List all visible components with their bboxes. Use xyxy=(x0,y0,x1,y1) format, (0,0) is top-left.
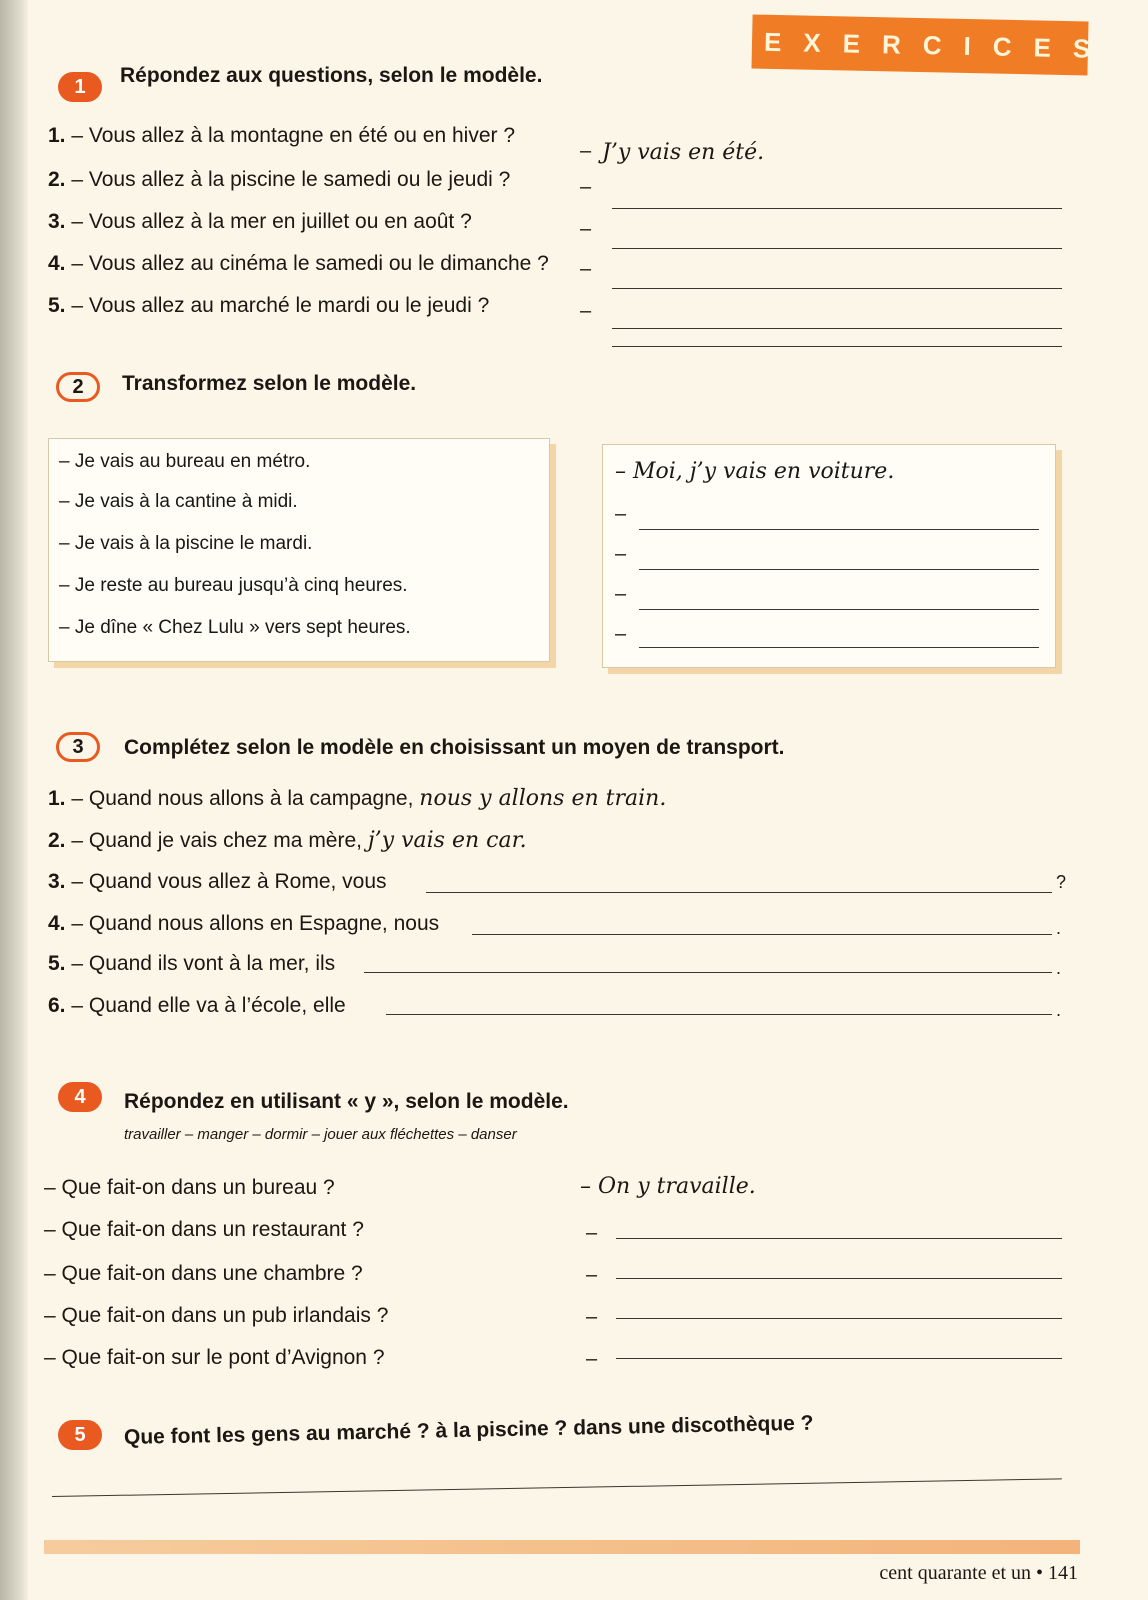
ex3-item-1 xyxy=(48,786,666,811)
ex4-dash-5: – xyxy=(586,1348,598,1370)
ex3-blank-4[interactable] xyxy=(472,934,1052,935)
ex3-number-badge: 3 xyxy=(56,732,100,762)
ex1-question-1 xyxy=(48,124,515,148)
ex1-num-2: 2. xyxy=(48,168,66,191)
ex1-blank-4[interactable] xyxy=(612,288,1062,289)
ex1-dash-2: – xyxy=(580,176,592,198)
ex3-end-4: . xyxy=(1056,918,1062,938)
ex3-item-5 xyxy=(48,952,335,976)
ex1-answer-1: J’y vais en été. xyxy=(602,140,765,165)
ex4-dash-3: – xyxy=(586,1264,598,1286)
ex2-sentence-4: – Je reste au bureau jusqu’à cinq heures. xyxy=(59,575,408,596)
ex3-blank-6[interactable] xyxy=(386,1014,1052,1015)
ex3-item-2 xyxy=(48,828,527,853)
ex4-hint-words: travailler – manger – dormir – jouer aux fléchettes – danser xyxy=(124,1126,517,1143)
ex3-end-5: . xyxy=(1056,958,1062,978)
ex2-blank-4[interactable] xyxy=(639,609,1039,610)
ex2-sentence-1: – Je vais au bureau en métro. xyxy=(59,451,311,472)
ex1-dash-1: – xyxy=(580,140,592,162)
ex3-q-4: – Quand nous allons en Espagne, nous xyxy=(71,912,440,935)
ex3-item-3 xyxy=(48,870,387,894)
ex3-q-3: – Quand vous allez à Rome, vous xyxy=(71,870,387,893)
ex3-num-1: 1. xyxy=(48,787,66,810)
ex2-model-answer: – Moi, j’y vais en voiture. xyxy=(615,459,895,484)
ex4-question-4: – Que fait-on dans un pub irlandais ? xyxy=(44,1304,389,1327)
ex2-dash-2: – xyxy=(615,503,627,525)
ex1-dash-5: – xyxy=(580,300,592,322)
ex1-blank-3[interactable] xyxy=(612,248,1062,249)
ex3-end-3: ? xyxy=(1056,872,1067,892)
ex1-q-1: – Vous allez à la montagne en été ou en hiver ? xyxy=(71,124,516,147)
ex1-blank-extra[interactable] xyxy=(612,346,1062,347)
ex1-title: Répondez aux questions, selon le modèle. xyxy=(120,64,543,87)
ex4-blank-4[interactable] xyxy=(616,1318,1062,1319)
ex4-question-3: – Que fait-on dans une chambre ? xyxy=(44,1262,363,1285)
ex3-title: Complétez selon le modèle en choisissant un moyen de transport. xyxy=(124,736,785,759)
ex3-q-1: – Quand nous allons à la campagne, xyxy=(71,787,414,810)
ex3-blank-5[interactable] xyxy=(364,972,1052,973)
ex3-item-4 xyxy=(48,912,439,936)
ex1-num-4: 4. xyxy=(48,252,66,275)
ex1-q-2: – Vous allez à la piscine le samedi ou le jeudi ? xyxy=(71,168,511,191)
ex2-right-box xyxy=(602,444,1056,668)
ex4-answer-1: – On y travaille. xyxy=(580,1174,756,1199)
ex3-end-6: . xyxy=(1056,1000,1062,1020)
ex1-blank-5[interactable] xyxy=(612,328,1062,329)
ex1-number-badge: 1 xyxy=(58,72,102,102)
ex3-q-2: – Quand je vais chez ma mère, xyxy=(71,829,362,852)
exercices-banner: EXERCICES xyxy=(751,14,1088,75)
ex4-question-1: – Que fait-on dans un bureau ? xyxy=(44,1176,335,1199)
ex5-number-badge: 5 xyxy=(58,1420,102,1450)
ex2-dash-5: – xyxy=(615,623,627,645)
ex4-question-2: – Que fait-on dans un restaurant ? xyxy=(44,1218,364,1241)
ex3-num-4: 4. xyxy=(48,912,66,935)
ex1-question-3 xyxy=(48,210,472,234)
ex3-a-1: nous y allons en train. xyxy=(419,786,667,811)
page-number-footer: cent quarante et un • 141 xyxy=(879,1562,1078,1584)
ex3-item-6 xyxy=(48,994,346,1018)
ex3-a-2: j’y vais en car. xyxy=(367,828,527,853)
ex3-num-3: 3. xyxy=(48,870,66,893)
ex5-title: Que font les gens au marché ? à la piscine ? dans une discothèque ? xyxy=(123,1411,814,1449)
ex2-title: Transformez selon le modèle. xyxy=(122,372,417,395)
ex4-dash-2: – xyxy=(586,1222,598,1244)
ex2-dash-3: – xyxy=(615,543,627,565)
ex3-q-5: – Quand ils vont à la mer, ils xyxy=(71,952,336,975)
ex1-dash-3: – xyxy=(580,218,592,240)
ex3-num-5: 5. xyxy=(48,952,66,975)
ex1-num-3: 3. xyxy=(48,210,66,233)
ex4-title: Répondez en utilisant « y », selon le modèle. xyxy=(124,1090,569,1113)
ex4-question-5: – Que fait-on sur le pont d’Avignon ? xyxy=(44,1346,385,1369)
ex1-q-4: – Vous allez au cinéma le samedi ou le dimanche ? xyxy=(71,252,549,275)
book-spine-shadow xyxy=(0,0,28,1600)
ex2-blank-5[interactable] xyxy=(639,647,1039,648)
ex1-question-4 xyxy=(48,252,549,276)
ex2-dash-4: – xyxy=(615,583,627,605)
ex1-q-3: – Vous allez à la mer en juillet ou en août ? xyxy=(71,210,472,233)
ex2-sentence-3: – Je vais à la piscine le mardi. xyxy=(59,533,313,554)
ex2-sentence-2: – Je vais à la cantine à midi. xyxy=(59,491,298,512)
ex4-number-badge: 4 xyxy=(58,1082,102,1112)
ex3-num-6: 6. xyxy=(48,994,66,1017)
ex4-blank-3[interactable] xyxy=(616,1278,1062,1279)
ex4-blank-2[interactable] xyxy=(616,1238,1062,1239)
ex1-num-1: 1. xyxy=(48,124,66,147)
ex3-num-2: 2. xyxy=(48,829,66,852)
ex2-left-box xyxy=(48,438,550,662)
ex5-blank[interactable] xyxy=(52,1478,1062,1497)
ex1-dash-4: – xyxy=(580,258,592,280)
ex2-number-badge: 2 xyxy=(56,372,100,402)
ex1-num-5: 5. xyxy=(48,294,66,317)
ex2-blank-3[interactable] xyxy=(639,569,1039,570)
footer-decorative-bar xyxy=(44,1540,1080,1554)
ex4-dash-4: – xyxy=(586,1306,598,1328)
ex1-question-2 xyxy=(48,168,510,192)
ex4-blank-5[interactable] xyxy=(616,1358,1062,1359)
ex1-question-5 xyxy=(48,294,489,318)
ex2-blank-2[interactable] xyxy=(639,529,1039,530)
ex1-blank-2[interactable] xyxy=(612,208,1062,209)
ex3-q-6: – Quand elle va à l’école, elle xyxy=(71,994,346,1017)
ex1-q-5: – Vous allez au marché le mardi ou le jeudi ? xyxy=(71,294,490,317)
ex2-sentence-5: – Je dîne « Chez Lulu » vers sept heures. xyxy=(59,617,411,638)
ex3-blank-3[interactable] xyxy=(426,892,1052,893)
